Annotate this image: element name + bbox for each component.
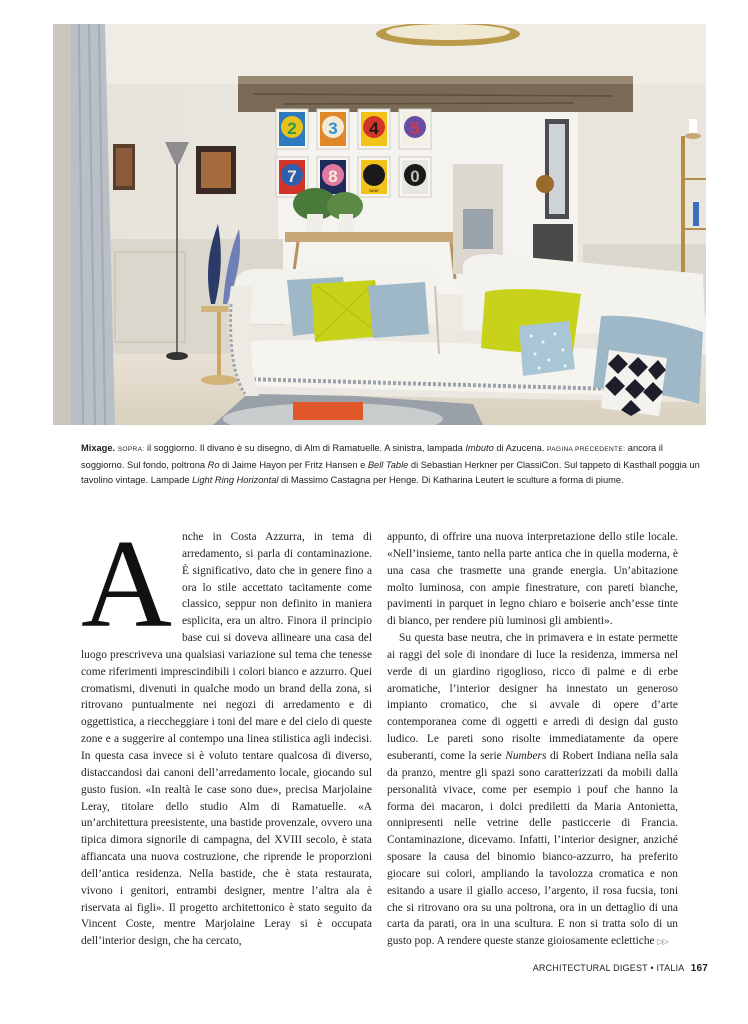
pillow-blue-center: [368, 282, 429, 338]
article-paragraph: [81, 515, 372, 950]
monkey-sculpture: [536, 175, 554, 193]
magazine-name: ARCHITECTURAL DIGEST • ITALIA: [532, 963, 684, 973]
number-artwork-digit: 3: [328, 119, 338, 138]
caption-sopra: SOPRA:: [117, 446, 145, 453]
number-artwork-digit: 4: [369, 119, 379, 138]
hero-photo: [53, 24, 706, 425]
photo-caption: [81, 441, 701, 489]
page-footer: [533, 963, 708, 974]
caption-label: Mixage.: [81, 443, 116, 453]
article-text-col1: nche in Costa Azzurra, in tema di arredamento, si parla di contaminazione. È significativo, dato che in genere fino a ora lo stile accettato tacitamente come classico, seppur non definito in maniera esplicita, era un altro. Finora il principio base cui si doveva allineare una casa del luogo prescriveva una qualsiasi variazione sul tema che tenesse come riferimenti imprescindibili i colori bianco e azzurro. Quei cromatismi, divenuti in qualche modo un brand della zona, si ritrovano puntualmente nei negozi di arredamento e di oggettistica, a rieccheggiare i toni del mare e del cielo di queste zone e a suggerire al contempo una linea stilistica agli indecisi. In questa casa invece si è voluto tentare qualcosa di diverso, distaccandosi dai canoni dell’arredamento locale, giocando sul gusto fusion. «In realtà le case sono due», precisa Marjolaine Leray, titolare dello studio Alm di Ramatuelle. «A un’architettura preesistente, una bastide provenzale, ovvero una tipica dimora signorile di campagna, del XVIII secolo, è stata affiancata una nuova costruzione, che riprende le proporzioni dell’antica residenza. Nella bastide, che è stata restaurata, vivono i genitori, entrambi designer, mentre l’altra ala è riservata ai figli». Il progetto architettonico è stato seguito da Vincent Coste, mentre Marjolaine Leray si è occupata dell’interior design, che ha cercato,: [81, 531, 372, 948]
caption-text-5: di Sebastian Herkner per ClassiCon. Sul tappeto di Kasthall poggia un tavolino vintage. Lampade: [81, 459, 700, 485]
pillow-dots: [519, 321, 575, 376]
article-paragraph: [387, 630, 678, 951]
article-column-1: [81, 515, 372, 950]
continue-arrow-icon: ▷▷: [657, 937, 668, 947]
caption-text-2: di Azucena.: [493, 443, 548, 453]
caption-text-4: di Jaime Hayon per Fritz Hansen e: [219, 459, 368, 470]
number-artwork-digit: 9: [369, 167, 379, 186]
caption-text-1: il soggiorno. Il divano è su disegno, di Alm di Ramatuelle. A sinistra, lampada: [144, 443, 466, 453]
numbers-series-title: Numbers: [505, 749, 547, 762]
caption-ro: Ro: [207, 459, 220, 470]
number-artwork-digit: 7: [287, 167, 297, 186]
living-room-illustration: [53, 24, 706, 425]
article-column-2: [387, 529, 678, 951]
caption-light-ring: Light Ring Horizontal: [192, 475, 279, 485]
caption-imbuto: Imbuto: [465, 443, 494, 453]
number-artwork-digit: 5: [410, 119, 420, 138]
caption-bell-table: Bell Table: [367, 459, 409, 470]
article-paragraph: [387, 529, 678, 630]
caption-text-6: di Massimo Castagna per Henge. Di Katharina Leutert le sculture a forma di piume.: [278, 475, 624, 485]
number-artwork-digit: 8: [328, 167, 338, 186]
article-text-col2-p2b: di Robert Indiana nella sala da pranzo, mentre gli spazi sono caratterizzati da mobili dalla personalità vivace, come per esempio i pouf che hanno la forma dei macaron, i dolci prediletti da Maria Antonietta, onnipresenti nelle vetrine delle pasticcerie di Francia. Contaminazione, dicevamo. Infatti, l’interior designer, anziché sposare la causa del binomio bianco-azzurro, ha preferito giocare sui colori, ampliando la tavolozza cromatica e non esitando a usare il giallo acceso, l’argento, il rosa fucsia, toni che si ritrovano ora su una poltrona, ora in un dettaglio di una carta da parati, ora in una scultura. E non si tratta solo di un gusto pop. A rendere queste stanze gioiosamente eclettiche: [387, 749, 678, 948]
number-artwork-digit: 2: [287, 119, 297, 138]
drop-cap: A: [81, 515, 172, 654]
number-artwork-caption: NINE: [369, 188, 379, 193]
article-text-col2-p2a: Su questa base neutra, che in primavera e in estate permette ai raggi del sole di inondare di luce la residenza, immersa nel verde di un giardino rigoglioso, ricco di palme e di erbe aromatiche, l’interior designer ha innestato un generoso impianto cromatico, che si avvale di opere d’arte contemporanea come di oggetti e arredi di design dal gusto ludico. Le pareti sono risolte immediatamente da opere esuberanti, come la serie: [387, 632, 678, 762]
caption-text-3: ancora il soggiorno. Sul fondo, poltrona: [81, 443, 663, 470]
article-text-col2-p1: appunto, di offrire una nuova interpretazione dello stile locale. «Nell’insieme, tanto nella parte antica che in quella moderna, è una casa che trasmette una grande energia. Un’abitazione molto luminosa, con ampie finestrature, con pareti bianche, pavimenti in parquet in legno chiaro e boiserie anch’esse tinte di bianco, per rendere più luminosi gli ambienti».: [387, 531, 678, 628]
caption-pagina-precedente: PAGINA PRECEDENTE:: [547, 446, 626, 453]
number-artwork-digit: 0: [410, 167, 420, 186]
page-number: 167: [690, 963, 708, 974]
